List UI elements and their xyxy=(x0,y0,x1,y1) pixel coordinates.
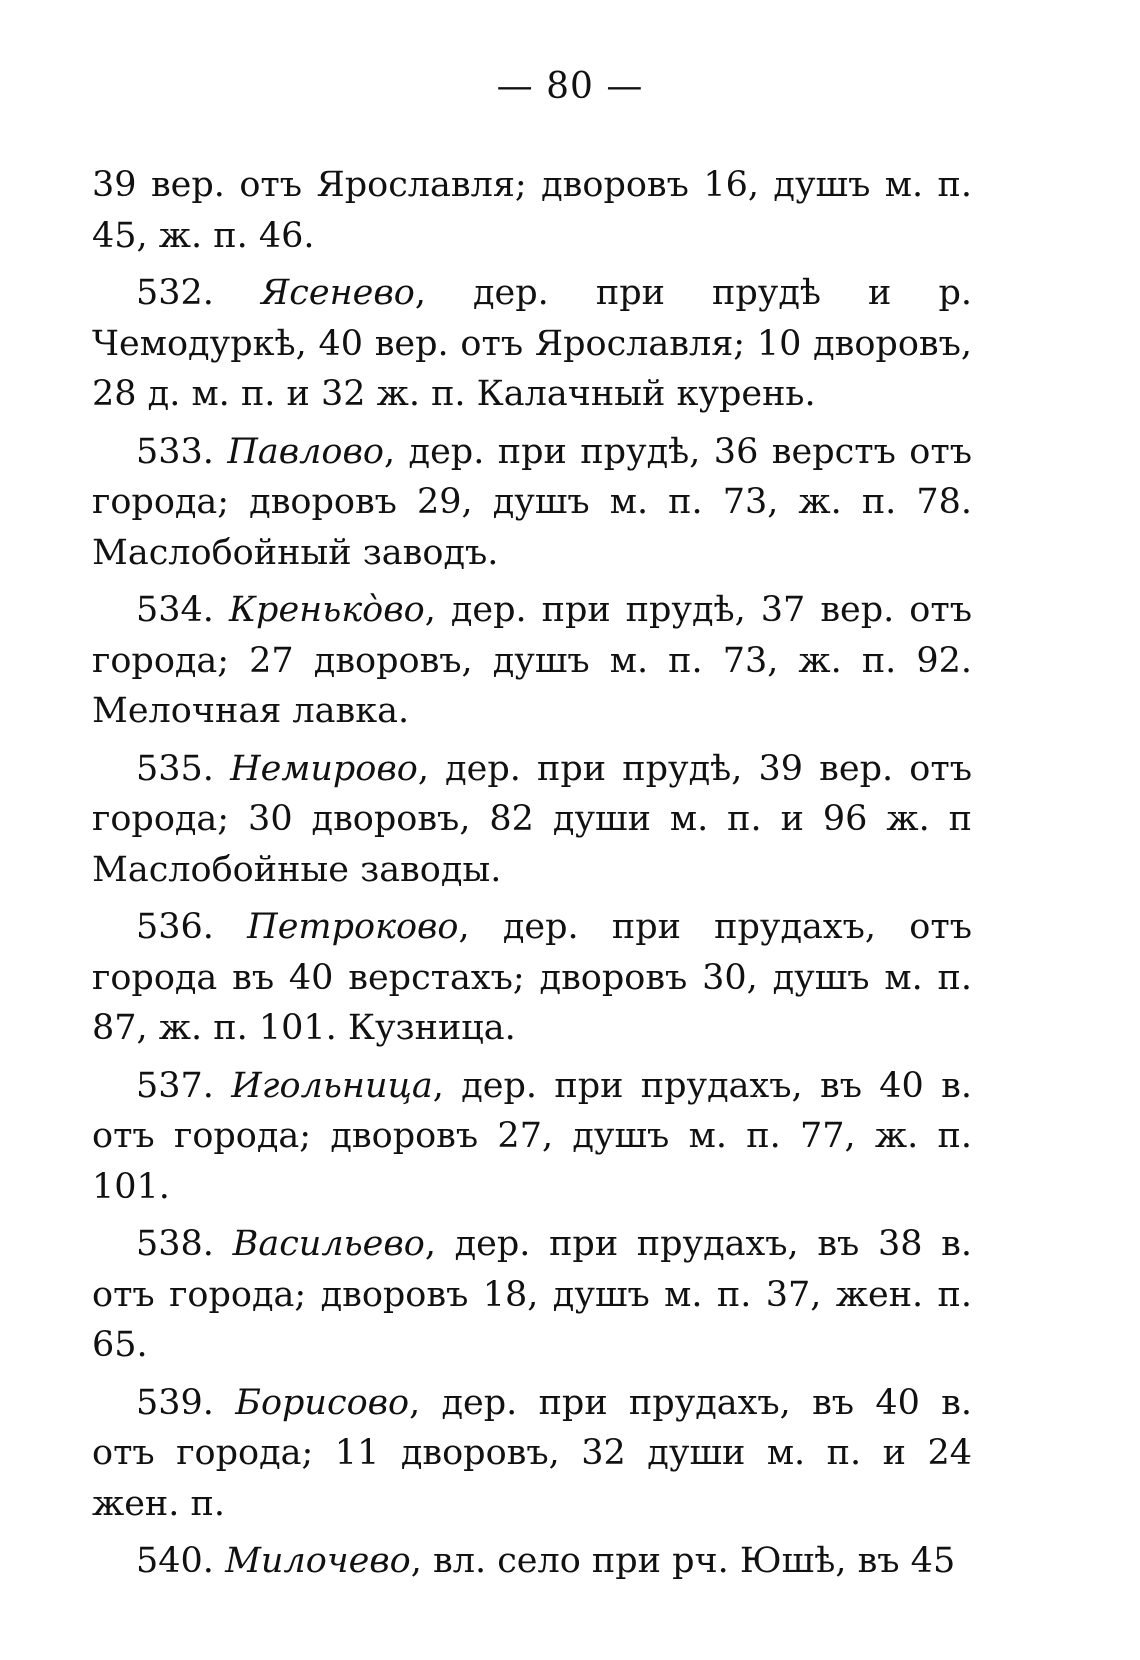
entry-number: 539. xyxy=(136,1382,214,1423)
entry-538 xyxy=(92,1219,972,1371)
place-name: Кренько̀во xyxy=(228,590,425,630)
entry-540 xyxy=(92,1536,972,1587)
entry-text: , вл. село при рч. Юшѣ, въ 45 xyxy=(410,1541,956,1581)
entry-number: 535. xyxy=(136,748,214,789)
entry-text: , дер. при прудахъ, въ 38 в. отъ города; дворовъ 18, душъ м. п. 37, жен. п. 65. xyxy=(92,1224,972,1365)
entry-534 xyxy=(92,585,972,737)
entry-text: , дер. при прудѣ, 36 верстъ отъ города; дворовъ 29, душъ м. п. 73, ж. п. 78. Маслобойный заводъ. xyxy=(92,431,972,573)
place-name: Борисово xyxy=(235,1382,410,1423)
entry-536 xyxy=(92,902,972,1054)
entry-text: , дер. при прудѣ и р. Чемодуркѣ, 40 вер. отъ Ярославля; 10 дворовъ, 28 д. м. п. и 32 ж. п. Калачный курень. xyxy=(92,273,972,414)
entry-text: , дер. при прудахъ, въ 40 в. отъ города; 11 дворовъ, 32 души м. п. и 24 жен. п. xyxy=(92,1382,972,1524)
entry-text: , дер. при прудѣ, 39 вер. отъ города; 30 дворовъ, 82 души м. п. и 96 ж. п Маслобойные заводы. xyxy=(92,748,972,890)
entry-number: 538. xyxy=(136,1224,214,1264)
entry-text: , дер. при прудахъ, отъ города въ 40 верстахъ; дворовъ 30, душъ м. п. 87, ж. п. 101. Кузница. xyxy=(92,907,972,1048)
entry-text: , дер. при прудахъ, въ 40 в. отъ города; дворовъ 27, душъ м. п. 77, ж. п. 101. xyxy=(92,1065,972,1207)
entry-539 xyxy=(92,1378,972,1530)
entry-number: 536. xyxy=(136,907,214,947)
entry-number: 533. xyxy=(136,431,214,472)
entry-number: 537. xyxy=(136,1065,214,1106)
place-name: Ясенево xyxy=(261,273,415,313)
entry-continuation xyxy=(92,160,972,261)
entry-535 xyxy=(92,744,972,896)
entry-532 xyxy=(92,268,972,420)
entry-537 xyxy=(92,1061,972,1213)
entry-text: 39 вер. отъ Ярославля; дворовъ 16, душъ м. п. 45, ж. п. 46. xyxy=(92,165,972,256)
entry-number: 540. xyxy=(136,1541,214,1581)
entry-text: , дер. при прудѣ, 37 вер. отъ города; 27 дворовъ, душъ м. п. 73, ж. п. 92. Мелочная лавка. xyxy=(92,590,972,731)
place-name: Немирово xyxy=(230,748,418,789)
entry-533 xyxy=(92,427,972,579)
entry-number: 534. xyxy=(136,590,214,630)
place-name: Петроково xyxy=(247,907,459,947)
gazetteer-text xyxy=(92,160,972,1594)
page-number: — 80 — xyxy=(496,66,644,107)
place-name: Павлово xyxy=(227,431,384,472)
place-name: Васильево xyxy=(232,1224,425,1264)
entry-number: 532. xyxy=(136,273,214,313)
place-name: Игольница xyxy=(231,1065,433,1106)
place-name: Милочево xyxy=(225,1541,411,1581)
